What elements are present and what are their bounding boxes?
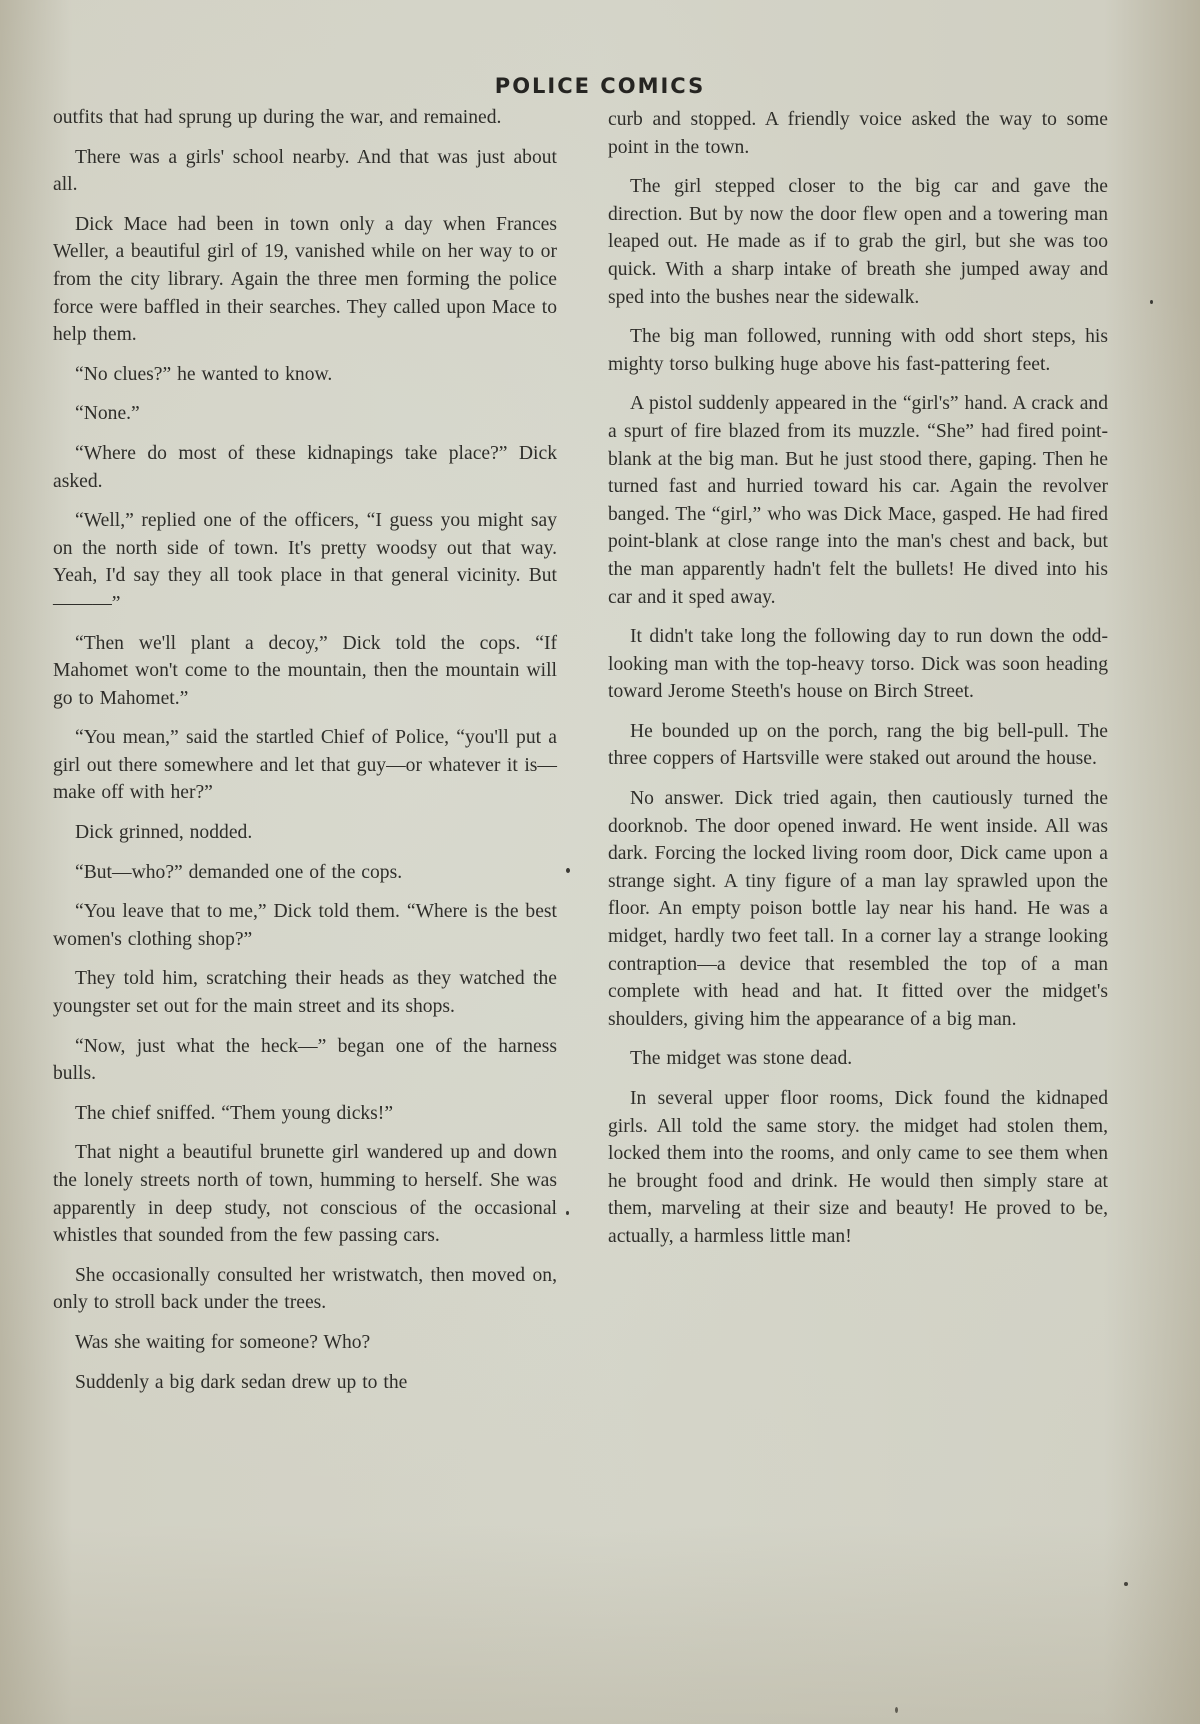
paragraph: The midget was stone dead.: [630, 1048, 853, 1070]
print-speck: [1150, 300, 1153, 304]
paragraph: “Where do most of these kidnapings take place?” Dick asked.: [53, 442, 557, 492]
paragraph: He bounded up on the porch, rang the big bell-pull. The three coppers of Hartsville were staked out around the house.: [608, 720, 1108, 770]
left-column: [53, 104, 557, 1408]
paragraph: There was a girls' school nearby. And that was just about all.: [53, 146, 557, 196]
print-speck: [566, 868, 570, 873]
print-speck: [895, 1707, 898, 1713]
paragraph: “None.”: [75, 403, 140, 425]
paragraph: It didn't take long the following day to run down the odd-looking man with the top-heavy torso. Dick was soon heading toward Jerome Steeth's house on Birch Street.: [608, 626, 1108, 703]
paragraph: The chief sniffed. “Them young dicks!”: [75, 1102, 394, 1124]
paragraph: “You leave that to me,” Dick told them. “Where is the best women's clothing shop?”: [53, 901, 557, 950]
paragraph: In several upper floor rooms, Dick found the kidnaped girls. All told the same story. the midget had stolen them, locked them into the rooms, and only came to see them when he brought food and drink. He would then simply stare at them, marveling at their size and beauty! He proved to be, actually, a harmless little man!: [608, 1088, 1108, 1247]
paragraph: outfits that had sprung up during the war, and remained.: [53, 107, 502, 128]
right-column: [608, 106, 1108, 1263]
paragraph: Dick grinned, nodded.: [75, 822, 253, 844]
print-speck: [566, 1211, 569, 1215]
paragraph: “No clues?” he wanted to know.: [75, 363, 333, 385]
paragraph: “Well,” replied one of the officers, “I guess you might say on the north side of town. It's pretty woodsy out that way. Yeah, I'd say they all took place in that general vicinity. But———”: [53, 510, 557, 614]
print-speck: [1124, 1582, 1128, 1586]
paragraph: No answer. Dick tried again, then cautiously turned the doorknob. The door opened inward. He went inside. All was dark. Forcing the locked living room door, Dick came upon a strange sight. A tiny figure of a man lay sprawled upon the floor. An empty poison bottle lay near his hand. He was a midget, hardly two feet tall. In a corner lay a strange looking contraption—a device that resembled the top of a man complete with head and hat. It fitted over the midget's shoulders, giving him the appearance of a big man.: [608, 788, 1108, 1030]
paragraph: Dick Mace had been in town only a day when Frances Weller, a beautiful girl of 19, vanished while on her way to or from the city library. Again the three men forming the police force were baffled in their searches. They called upon Mace to help them.: [53, 213, 557, 346]
paragraph: They told him, scratching their heads as they watched the youngster set out for the main street and its shops.: [53, 968, 557, 1018]
paragraph: She occasionally consulted her wristwatch, then moved on, only to stroll back under the trees.: [53, 1264, 557, 1314]
page-header: POLICE COMICS: [494, 74, 706, 98]
paragraph: “Then we'll plant a decoy,” Dick told the cops. “If Mahomet won't come to the mountain, then the mountain will go to Mahomet.”: [53, 632, 557, 709]
paragraph: “Now, just what the heck—” began one of the harness bulls.: [53, 1035, 557, 1085]
paragraph: “But—who?” demanded one of the cops.: [75, 861, 403, 883]
paragraph: curb and stopped. A friendly voice asked the way to some point in the town.: [608, 109, 1108, 158]
paragraph: Was she waiting for someone? Who?: [75, 1331, 371, 1353]
paragraph: The big man followed, running with odd short steps, his mighty torso bulking huge above his fast-pattering feet.: [608, 326, 1108, 375]
paragraph: That night a beautiful brunette girl wandered up and down the lonely streets north of town, humming to herself. She was apparently in deep study, not conscious of the occasional whistles that sounded from the few passing cars.: [53, 1142, 557, 1247]
paragraph: The girl stepped closer to the big car and gave the direction. But by now the door flew open and a towering man leaped out. He made as if to grab the girl, but she was too quick. With a sharp intake of breath she jumped away and sped into the bushes near the sidewalk.: [608, 176, 1108, 308]
paragraph: A pistol suddenly appeared in the “girl's” hand. A crack and a spurt of fire blazed from its muzzle. “She” had fired point-blank at the big man. But he just stood there, gaping. Then he turned fast and hurried toward his car. Again the revolver banged. The “girl,” who was Dick Mace, gasped. He had fired point-blank at close range into the man's chest and back, but the man apparently hadn't felt the bullets! He dived into his car and it sped away.: [608, 393, 1108, 608]
paragraph: “You mean,” said the startled Chief of Police, “you'll put a girl out there somewhere and let that guy—or whatever it is—make off with her?”: [53, 727, 557, 804]
paragraph: Suddenly a big dark sedan drew up to the: [75, 1371, 408, 1393]
